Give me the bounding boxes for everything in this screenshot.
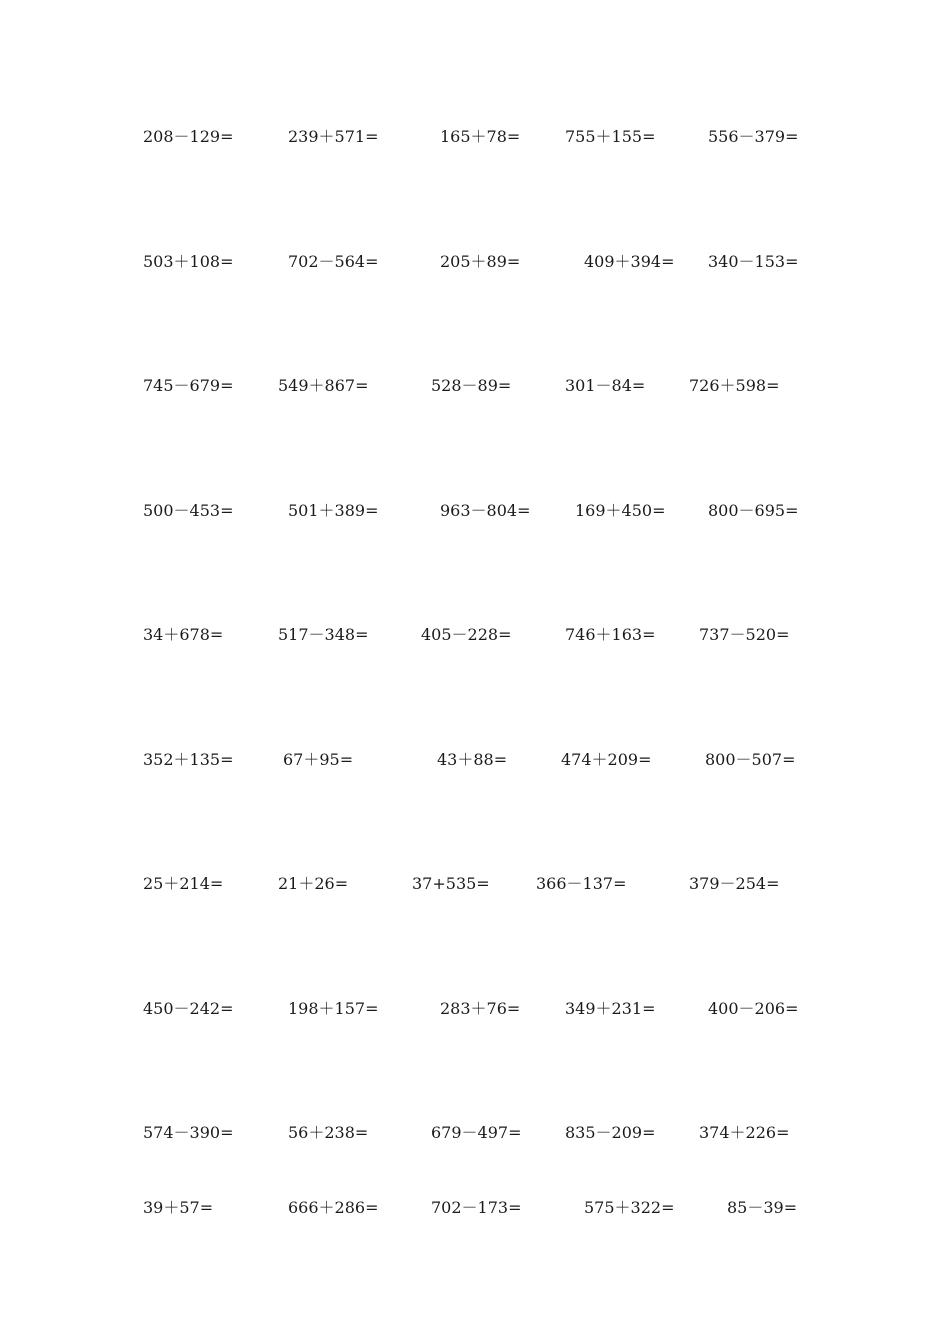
problem: 726＋598= [689,376,780,395]
problem: 800－695= [708,501,799,520]
problem: 745－679= [143,376,234,395]
problem: 503＋108= [143,252,234,271]
problem-row-2 [0,250,950,274]
problem-row-4 [0,499,950,523]
problem: 205＋89= [440,252,521,271]
problem: 43＋88= [437,750,508,769]
problem: 37+535= [412,874,490,893]
problem: 737－520= [699,625,790,644]
problem: 575＋322= [584,1198,675,1217]
problem: 450－242= [143,999,234,1018]
problem: 702－173= [431,1198,522,1217]
problem: 25＋214= [143,874,224,893]
problem: 374＋226= [699,1123,790,1142]
problem: 198＋157= [288,999,379,1018]
problem-row-6 [0,748,950,772]
problem: 702－564= [288,252,379,271]
problem: 400－206= [708,999,799,1018]
problem: 500－453= [143,501,234,520]
problem: 549＋867= [278,376,369,395]
problem: 165＋78= [440,127,521,146]
problem: 963－804= [440,501,531,520]
problem: 528－89= [431,376,512,395]
problem: 517－348= [278,625,369,644]
problem: 67＋95= [283,750,354,769]
problem-row-5 [0,623,950,647]
problem: 301－84= [565,376,646,395]
problem-row-9 [0,1121,950,1145]
problem: 21＋26= [278,874,349,893]
problem-row-8 [0,997,950,1021]
problem: 34＋678= [143,625,224,644]
problem: 755＋155= [565,127,656,146]
problem: 349＋231= [565,999,656,1018]
problem: 556－379= [708,127,799,146]
problem: 835－209= [565,1123,656,1142]
problem: 679－497= [431,1123,522,1142]
problem-row-3 [0,374,950,398]
problem: 283＋76= [440,999,521,1018]
problem: 208－129= [143,127,234,146]
problem-row-7 [0,872,950,896]
problem: 56＋238= [288,1123,369,1142]
problem: 352＋135= [143,750,234,769]
problem: 340－153= [708,252,799,271]
problem: 800－507= [705,750,796,769]
problem: 85－39= [727,1198,798,1217]
problem: 39＋57= [143,1198,214,1217]
problem: 405－228= [421,625,512,644]
problem: 746＋163= [565,625,656,644]
problem: 409＋394= [584,252,675,271]
problem: 169＋450= [575,501,666,520]
problem: 574－390= [143,1123,234,1142]
problem: 666＋286= [288,1198,379,1217]
problem: 366－137= [536,874,627,893]
problem-row-1 [0,125,950,149]
problem-row-10 [0,1196,950,1220]
problem: 501＋389= [288,501,379,520]
problem: 239＋571= [288,127,379,146]
problem: 474＋209= [561,750,652,769]
problem: 379－254= [689,874,780,893]
